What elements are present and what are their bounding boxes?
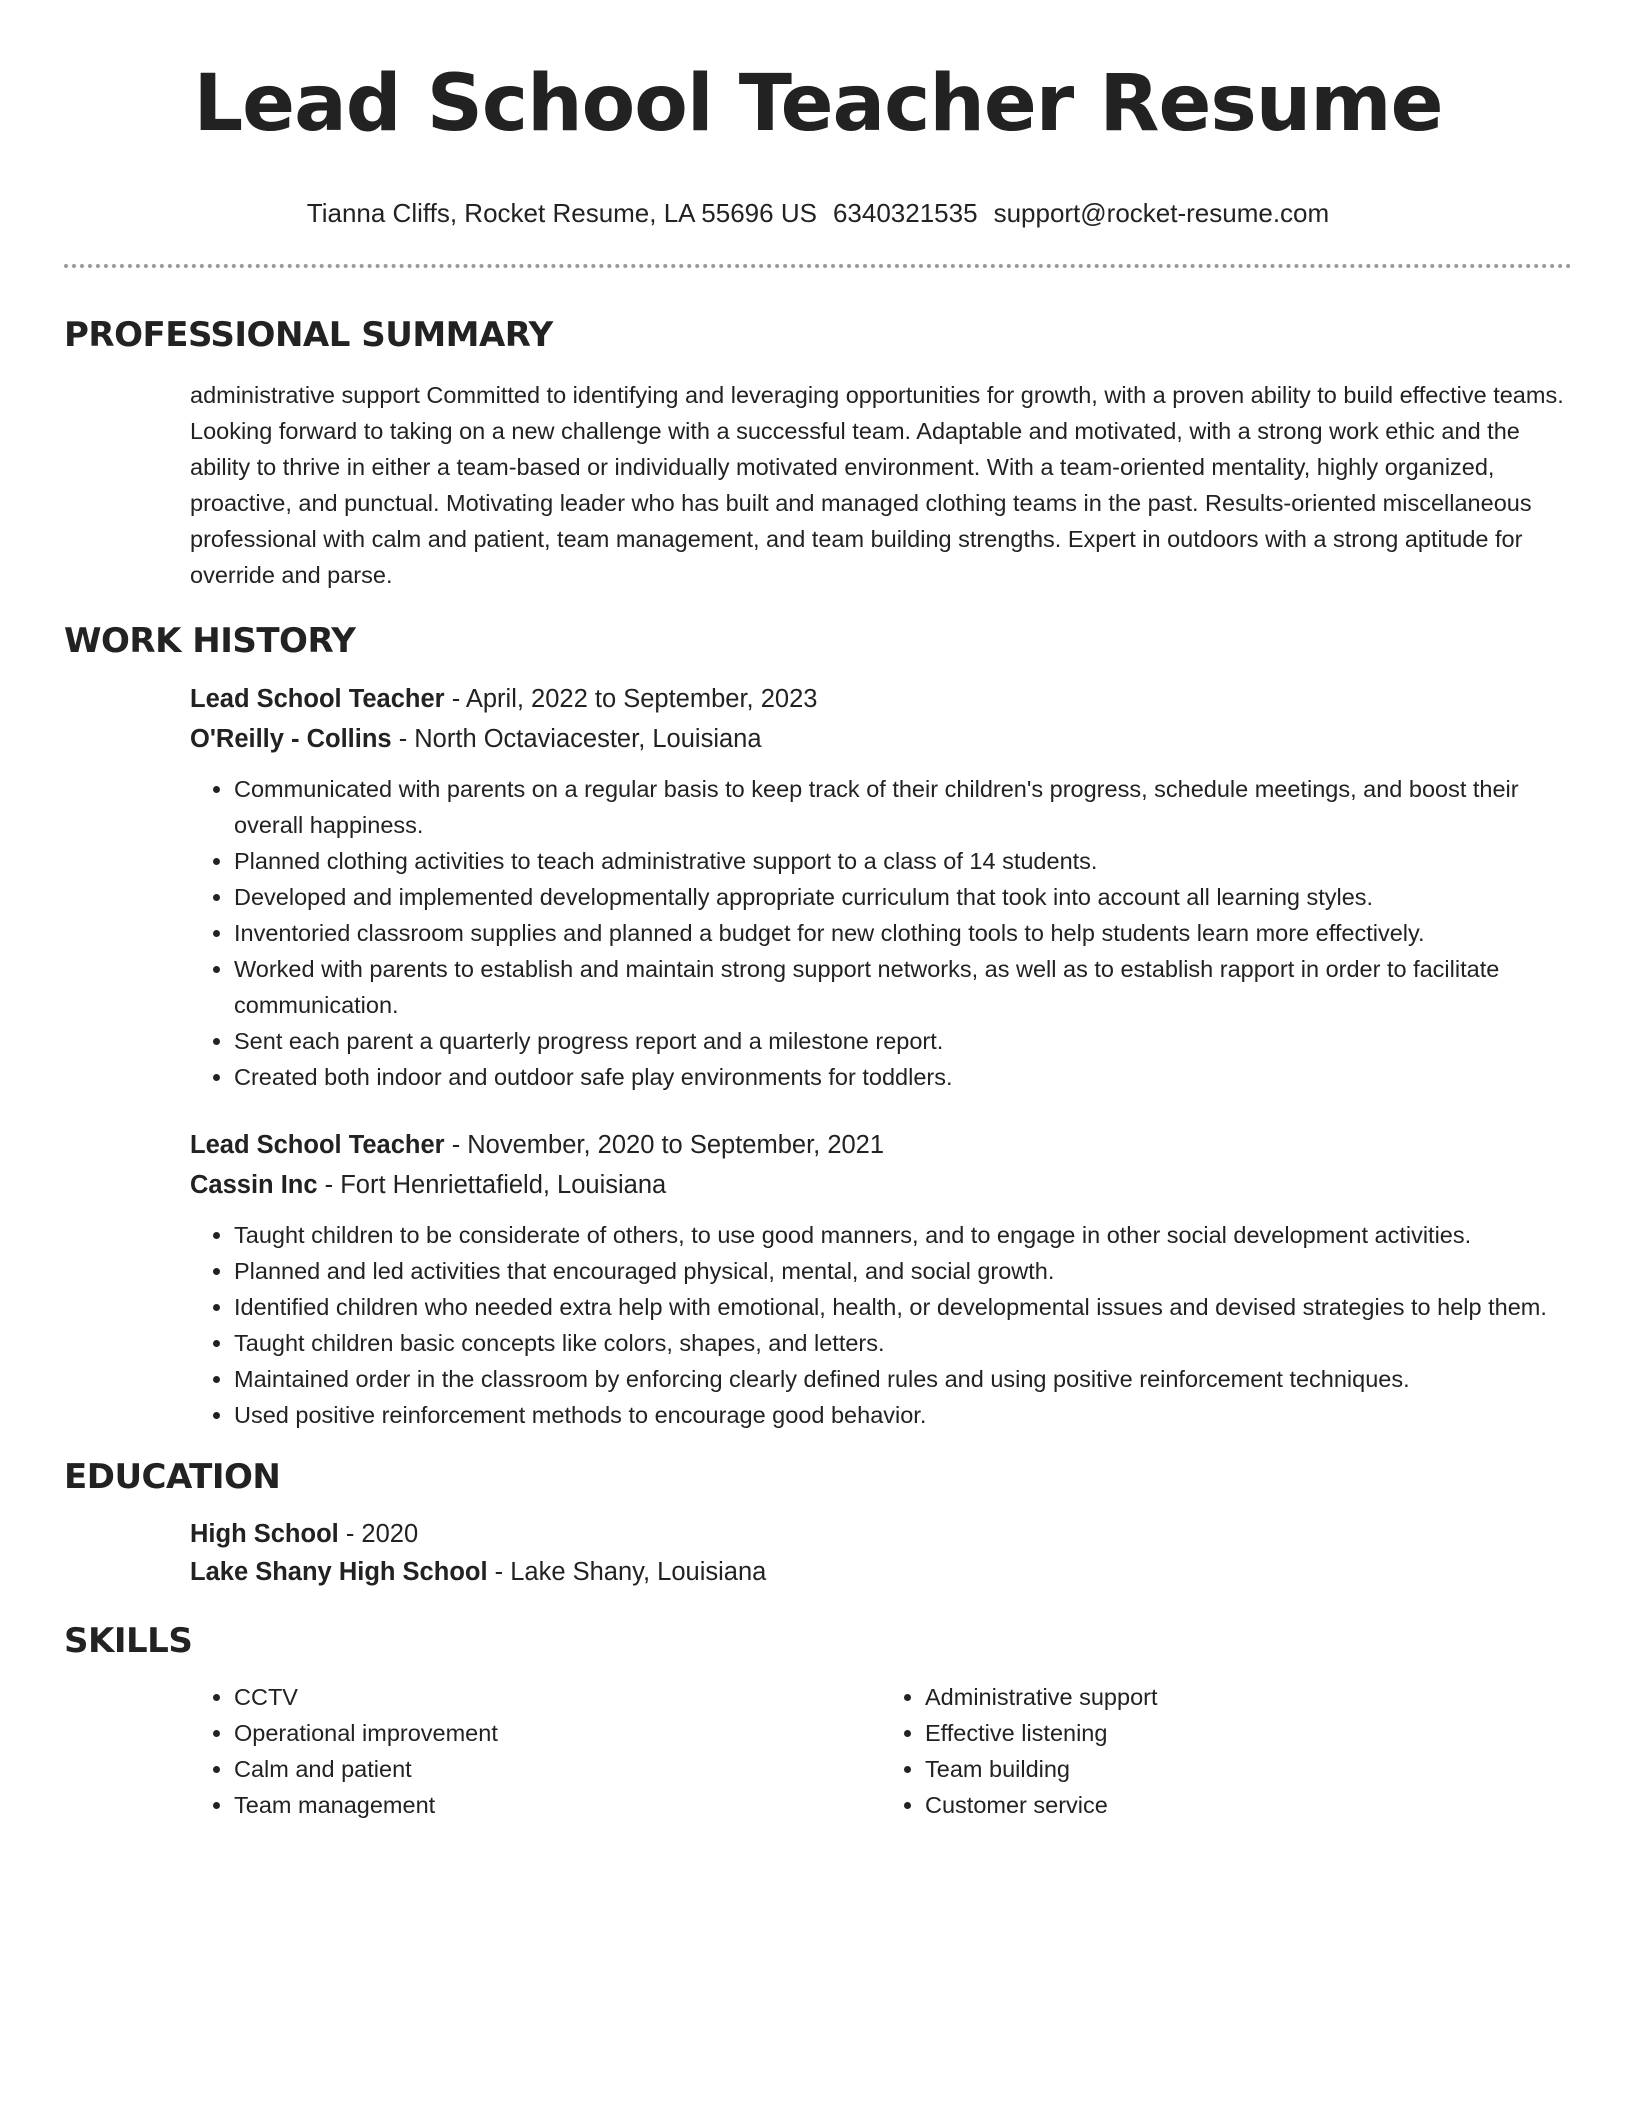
- job-entry: [190, 679, 1572, 1095]
- skills-column-left: [190, 1679, 881, 1823]
- job-bullet: • Identified children who needed extra help with emotional, health, or developmental issues and devised strategies to help them.: [234, 1289, 1572, 1325]
- job-location: - Fort Henriettafield, Louisiana: [317, 1171, 667, 1199]
- education-degree: High School: [190, 1520, 339, 1548]
- job-dates: - November, 2020 to September, 2021: [444, 1131, 885, 1159]
- job-bullet: • Sent each parent a quarterly progress report and a milestone report.: [234, 1023, 1572, 1059]
- job-bullet: • Maintained order in the classroom by enforcing clearly defined rules and using positive reinforcement techniques.: [234, 1361, 1572, 1397]
- skill-item: • Operational improvement: [234, 1715, 881, 1751]
- job-bullet: • Inventoried classroom supplies and planned a budget for new clothing tools to help students learn more effectively.: [234, 915, 1572, 951]
- job-title: Lead School Teacher: [190, 1131, 445, 1159]
- contact-address: Tianna Cliffs, Rocket Resume, LA 55696 US: [306, 198, 817, 228]
- contact-phone: 6340321535: [832, 198, 978, 228]
- job-title-line: [190, 1125, 1572, 1165]
- education-degree-line: [190, 1515, 1572, 1553]
- job-bullet: • Taught children to be considerate of others, to use good manners, and to engage in other social development activities.: [234, 1217, 1572, 1253]
- education-location: - Lake Shany, Louisiana: [487, 1558, 767, 1586]
- job-company: Cassin Inc: [190, 1171, 318, 1199]
- job-bullet: • Developed and implemented developmentally appropriate curriculum that took into account all learning styles.: [234, 879, 1572, 915]
- skill-item: • CCTV: [234, 1679, 881, 1715]
- skill-item: • Calm and patient: [234, 1751, 881, 1787]
- contact-line: [64, 196, 1572, 230]
- skills-column-right: [881, 1679, 1572, 1823]
- job-location: - North Octaviacester, Louisiana: [391, 725, 762, 753]
- job-bullet: • Communicated with parents on a regular basis to keep track of their children's progress, schedule meetings, and boost their overall happiness.: [234, 771, 1572, 843]
- job-company-line: [190, 1165, 1572, 1205]
- job-bullets: [190, 1217, 1572, 1433]
- skill-item: • Customer service: [925, 1787, 1572, 1823]
- summary-heading: PROFESSIONAL SUMMARY: [64, 315, 553, 355]
- education-year: - 2020: [338, 1520, 419, 1548]
- summary-section: [190, 377, 1572, 593]
- job-bullet: • Planned and led activities that encouraged physical, mental, and social growth.: [234, 1253, 1572, 1289]
- skill-item: • Administrative support: [925, 1679, 1572, 1715]
- skill-item: • Team building: [925, 1751, 1572, 1787]
- education-school: Lake Shany High School: [190, 1558, 488, 1586]
- resume-title: Lead School Teacher Resume: [193, 59, 1443, 149]
- job-bullet: • Used positive reinforcement methods to encourage good behavior.: [234, 1397, 1572, 1433]
- resume-page: [64, 0, 1572, 1823]
- job-title: Lead School Teacher: [190, 685, 445, 713]
- summary-text: administrative support Committed to identifying and leveraging opportunities for growth, with a proven ability to build effective teams. Looking forward to taking on a new challenge with a successful team. Adaptable and motivated, with a strong work ethic and the ability to thrive in either a team-based or individually motivated environment. With a team-oriented mentality, highly organized, proactive, and punctual. Motivating leader who has built and managed clothing teams in the past. Results-oriented miscellaneous professional with calm and patient, team management, and team building strengths. Expert in outdoors with a strong aptitude for override and parse.: [190, 382, 1564, 588]
- work-history-heading: WORK HISTORY: [64, 621, 356, 661]
- skills-list: [190, 1679, 1572, 1823]
- header-divider: [64, 264, 1572, 268]
- education-entry: [190, 1515, 1572, 1591]
- skills-heading: SKILLS: [64, 1621, 193, 1661]
- job-dates: - April, 2022 to September, 2023: [444, 685, 818, 713]
- job-title-line: [190, 679, 1572, 719]
- education-school-line: [190, 1553, 1572, 1591]
- job-bullets: [190, 771, 1572, 1095]
- job-bullet: • Worked with parents to establish and maintain strong support networks, as well as to establish rapport in order to facilitate communication.: [234, 951, 1572, 1023]
- job-bullet: • Created both indoor and outdoor safe play environments for toddlers.: [234, 1059, 1572, 1095]
- contact-email: support@rocket-resume.com: [993, 198, 1330, 228]
- job-entry: [190, 1125, 1572, 1433]
- job-company-line: [190, 719, 1572, 759]
- education-heading: EDUCATION: [64, 1457, 281, 1497]
- skill-item: • Team management: [234, 1787, 881, 1823]
- job-company: O'Reilly - Collins: [190, 725, 392, 753]
- job-bullet: • Taught children basic concepts like colors, shapes, and letters.: [234, 1325, 1572, 1361]
- skill-item: • Effective listening: [925, 1715, 1572, 1751]
- job-bullet: • Planned clothing activities to teach administrative support to a class of 14 students.: [234, 843, 1572, 879]
